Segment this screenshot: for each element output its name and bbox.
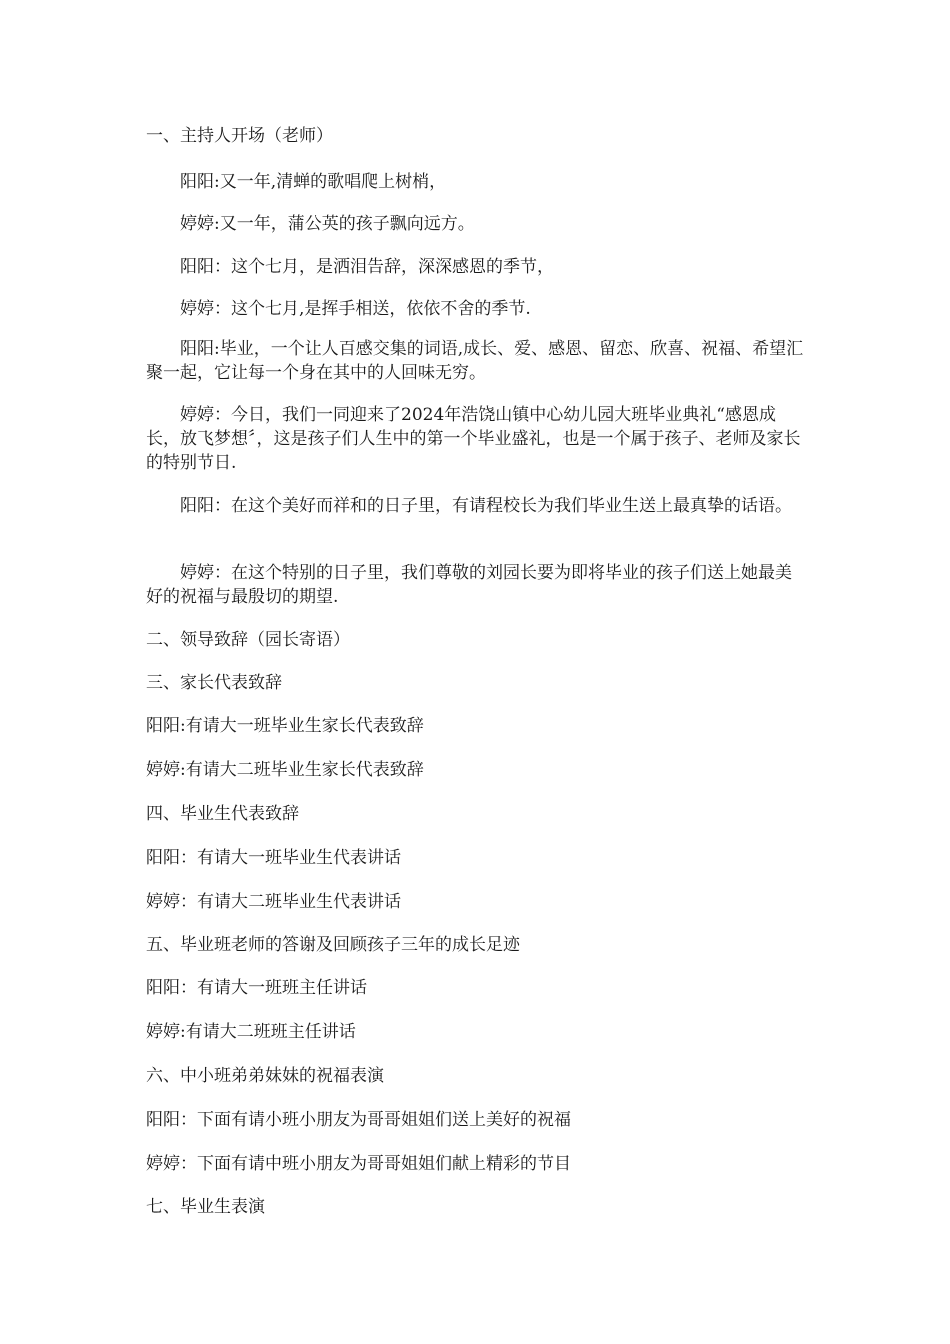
section-heading-2: 二、领导致辞（园长寄语） <box>146 630 350 650</box>
dialogue-line: 阳阳：有请大一班班主任讲话 <box>146 978 367 998</box>
dialogue-line: 婷婷:有请大二班班主任讲话 <box>146 1022 356 1042</box>
section-heading-1: 一、主持人开场（老师） <box>146 126 333 146</box>
dialogue-line: 婷婷：这个七月,是挥手相送，依依不舍的季节. <box>180 299 531 319</box>
dialogue-line: 阳阳：这个七月，是洒泪告辞，深深感恩的季节， <box>180 257 554 277</box>
dialogue-line: 阳阳:又一年,清蝉的歌唱爬上树梢， <box>180 172 447 192</box>
dialogue-line: 阳阳：有请大一班毕业生代表讲话 <box>146 848 401 868</box>
section-heading-3: 三、家长代表致辞 <box>146 673 282 693</box>
section-heading-6: 六、中小班弟弟妹妹的祝福表演 <box>146 1066 384 1086</box>
section-heading-7: 七、毕业生表演 <box>146 1197 265 1217</box>
section-heading-4: 四、毕业生代表致辞 <box>146 804 299 824</box>
dialogue-line: 婷婷:又一年，蒲公英的孩子飘向远方。 <box>180 214 475 234</box>
dialogue-paragraph: 婷婷：今日，我们一同迎来了2024年浩饶山镇中心幼儿园大班毕业典礼“感恩成长，放飞梦想〞，这是孩子们人生中的第一个毕业盛礼，也是一个属于孩子、老师及家长的特别节日. <box>146 405 801 473</box>
dialogue-line: 阳阳：下面有请小班小朋友为哥哥姐姐们送上美好的祝福 <box>146 1110 571 1130</box>
dialogue-line: 婷婷：下面有请中班小朋友为哥哥姐姐们献上精彩的节目 <box>146 1154 571 1174</box>
dialogue-line: 阳阳:有请大一班毕业生家长代表致辞 <box>146 716 424 736</box>
dialogue-line: 婷婷：有请大二班毕业生代表讲话 <box>146 892 401 912</box>
dialogue-paragraph: 阳阳:毕业，一个让人百感交集的词语,成长、爱、感恩、留恋、欣喜、祝福、希望汇聚一起，它让每一个身在其中的人回味无穷。 <box>146 339 804 383</box>
dialogue-paragraph: 婷婷：在这个特别的日子里，我们尊敬的刘园长要为即将毕业的孩子们送上她最美好的祝福与最殷切的期望. <box>146 563 792 607</box>
section-heading-5: 五、毕业班老师的答谢及回顾孩子三年的成长足迹 <box>146 935 520 955</box>
dialogue-line: 婷婷:有请大二班毕业生家长代表致辞 <box>146 760 424 780</box>
dialogue-paragraph: 阳阳：在这个美好而祥和的日子里，有请程校长为我们毕业生送上最真挚的话语。 <box>180 496 792 516</box>
